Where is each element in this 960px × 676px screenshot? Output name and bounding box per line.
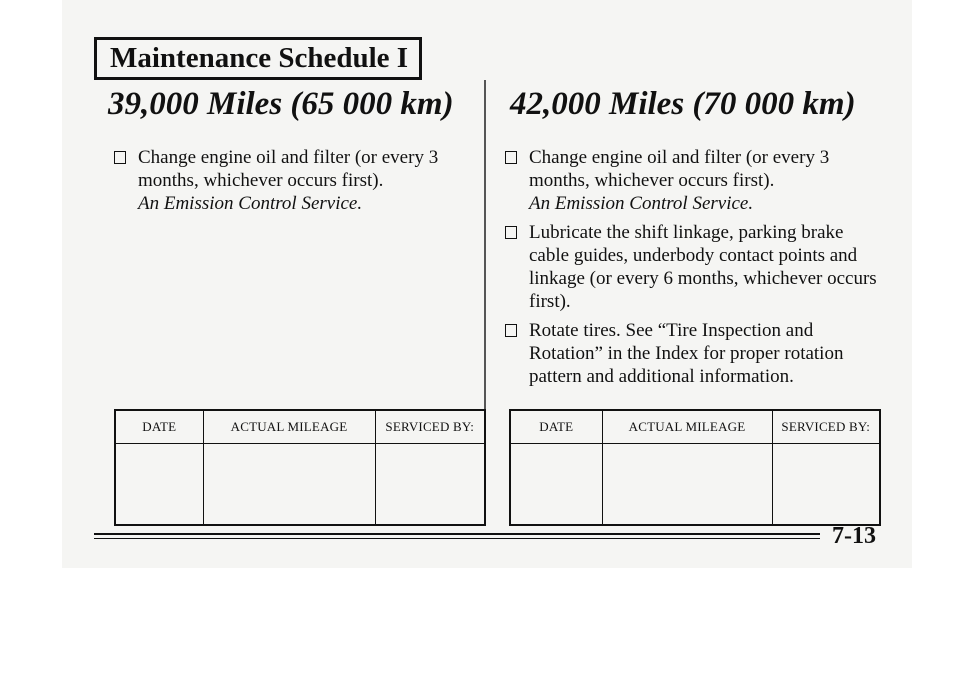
- section-header: [94, 37, 422, 80]
- date-header: DATE: [115, 410, 203, 444]
- checklist-item: [114, 146, 454, 215]
- checklist-item: [505, 319, 881, 388]
- right-checklist: [505, 146, 881, 394]
- item-text: Rotate tires. See “Tire Inspection and Rotation” in the Index for proper rotation pattern and additional information.: [529, 320, 844, 387]
- footer-rule-thin: [94, 538, 820, 539]
- right-mileage-title: 42,000 Miles (70 000 km): [510, 86, 856, 122]
- right-service-log-table: [509, 409, 881, 526]
- item-note: An Emission Control Service.: [529, 193, 754, 214]
- footer-rule: [94, 533, 820, 535]
- left-service-log-table: [114, 409, 486, 526]
- serviced-by-header: SERVICED BY:: [772, 410, 880, 444]
- date-cell[interactable]: [510, 444, 602, 526]
- actual-mileage-cell[interactable]: [602, 444, 772, 526]
- item-text: Change engine oil and filter (or every 3 months, whichever occurs first).: [529, 147, 830, 191]
- serviced-by-cell[interactable]: [772, 444, 880, 526]
- checkbox-icon[interactable]: [114, 151, 126, 164]
- actual-mileage-header: ACTUAL MILEAGE: [203, 410, 375, 444]
- actual-mileage-cell[interactable]: [203, 444, 375, 526]
- page-number: 7-13: [832, 523, 876, 549]
- checklist-item: [505, 146, 881, 215]
- serviced-by-cell[interactable]: [375, 444, 485, 526]
- serviced-by-header: SERVICED BY:: [375, 410, 485, 444]
- left-checklist: [114, 146, 454, 221]
- date-header: DATE: [510, 410, 602, 444]
- date-cell[interactable]: [115, 444, 203, 526]
- checklist-item: [505, 221, 881, 313]
- checkbox-icon[interactable]: [505, 151, 517, 164]
- actual-mileage-header: ACTUAL MILEAGE: [602, 410, 772, 444]
- section-title: Maintenance Schedule I: [110, 42, 409, 74]
- item-text: Change engine oil and filter (or every 3 months, whichever occurs first).: [138, 147, 439, 191]
- item-text: Lubricate the shift linkage, parking brake cable guides, underbody contact points and linkage (or every 6 months, whichever occurs first).: [529, 222, 877, 312]
- checkbox-icon[interactable]: [505, 324, 517, 337]
- checkbox-icon[interactable]: [505, 226, 517, 239]
- item-note: An Emission Control Service.: [138, 193, 363, 214]
- left-mileage-title: 39,000 Miles (65 000 km): [108, 86, 454, 122]
